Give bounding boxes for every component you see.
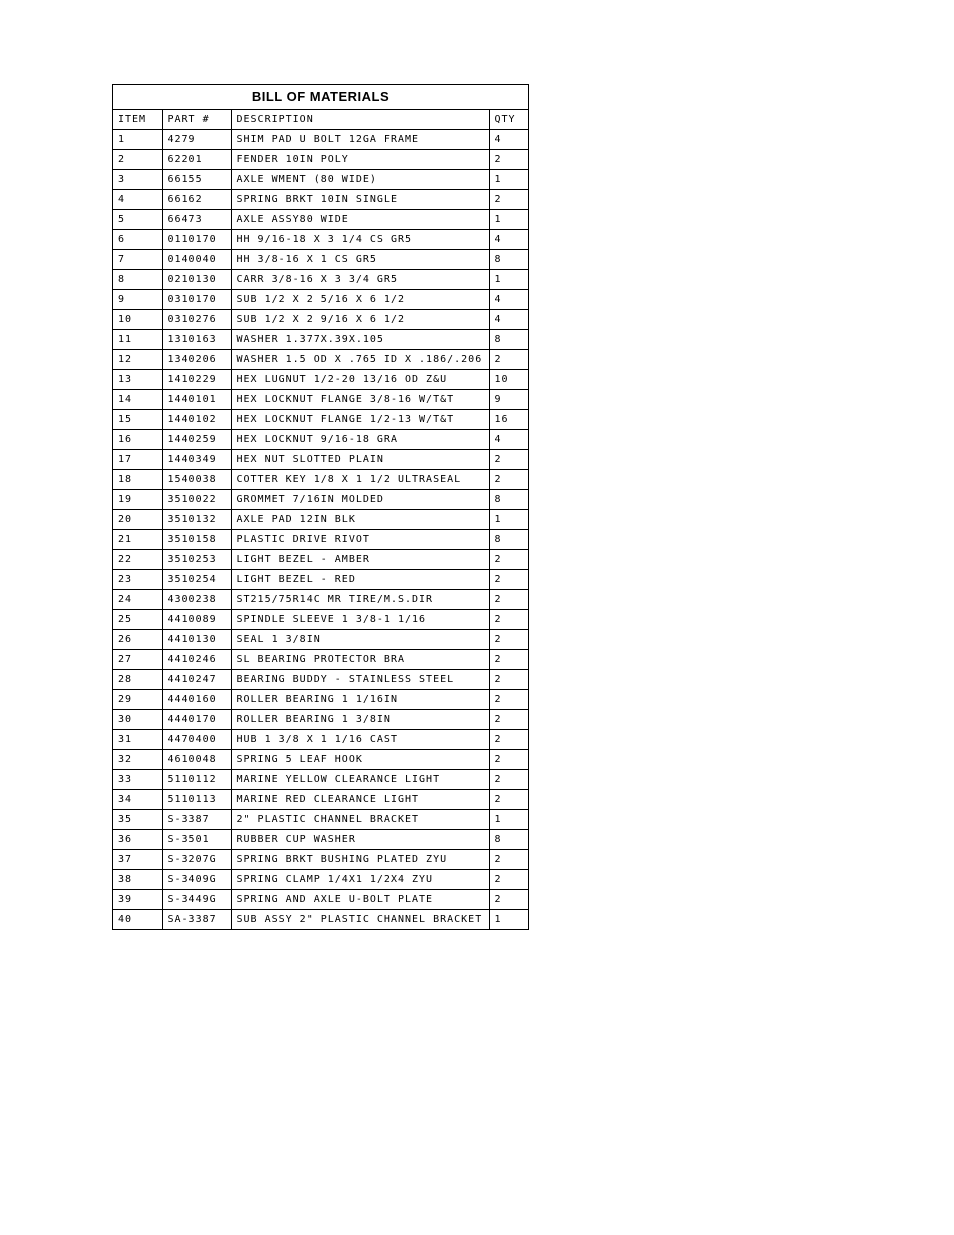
- cell-qty: 4: [489, 310, 528, 330]
- cell-description: MARINE RED CLEARANCE LIGHT: [231, 790, 489, 810]
- cell-item: 5: [113, 210, 162, 230]
- cell-item: 26: [113, 630, 162, 650]
- cell-item: 12: [113, 350, 162, 370]
- cell-part-number: 1410229: [162, 370, 231, 390]
- cell-qty: 2: [489, 850, 528, 870]
- cell-description: PLASTIC DRIVE RIVOT: [231, 530, 489, 550]
- cell-part-number: 5110113: [162, 790, 231, 810]
- cell-part-number: 4470400: [162, 730, 231, 750]
- cell-item: 14: [113, 390, 162, 410]
- cell-qty: 2: [489, 750, 528, 770]
- cell-description: SUB 1/2 X 2 9/16 X 6 1/2: [231, 310, 489, 330]
- table-row: [113, 710, 528, 730]
- cell-item: 13: [113, 370, 162, 390]
- header-row: [113, 110, 528, 130]
- cell-qty: 2: [489, 570, 528, 590]
- cell-part-number: SA-3387: [162, 910, 231, 930]
- cell-item: 33: [113, 770, 162, 790]
- cell-qty: 2: [489, 630, 528, 650]
- cell-part-number: 1340206: [162, 350, 231, 370]
- cell-item: 10: [113, 310, 162, 330]
- cell-item: 34: [113, 790, 162, 810]
- cell-part-number: 5110112: [162, 770, 231, 790]
- cell-description: SUB ASSY 2" PLASTIC CHANNEL BRACKET: [231, 910, 489, 930]
- cell-qty: 8: [489, 250, 528, 270]
- cell-qty: 2: [489, 670, 528, 690]
- cell-part-number: 3510132: [162, 510, 231, 530]
- cell-item: 6: [113, 230, 162, 250]
- table-row: [113, 230, 528, 250]
- cell-qty: 2: [489, 350, 528, 370]
- cell-description: 2" PLASTIC CHANNEL BRACKET: [231, 810, 489, 830]
- cell-part-number: 1440101: [162, 390, 231, 410]
- cell-part-number: 0110170: [162, 230, 231, 250]
- header-item: ITEM: [118, 114, 147, 125]
- table-row: [113, 870, 528, 890]
- cell-item: 31: [113, 730, 162, 750]
- cell-qty: 4: [489, 290, 528, 310]
- cell-description: ST215/75R14C MR TIRE/M.S.DIR: [231, 590, 489, 610]
- cell-description: COTTER KEY 1/8 X 1 1/2 ULTRASEAL: [231, 470, 489, 490]
- cell-qty: 9: [489, 390, 528, 410]
- cell-part-number: 3510254: [162, 570, 231, 590]
- cell-description: CARR 3/8-16 X 3 3/4 GR5: [231, 270, 489, 290]
- cell-description: SPRING 5 LEAF HOOK: [231, 750, 489, 770]
- cell-qty: 2: [489, 710, 528, 730]
- table-row: [113, 550, 528, 570]
- cell-description: SHIM PAD U BOLT 12GA FRAME: [231, 130, 489, 150]
- cell-qty: 1: [489, 270, 528, 290]
- cell-part-number: 0310170: [162, 290, 231, 310]
- table-row: [113, 210, 528, 230]
- cell-qty: 1: [489, 910, 528, 930]
- cell-description: HEX NUT SLOTTED PLAIN: [231, 450, 489, 470]
- table-row: [113, 630, 528, 650]
- table-row: [113, 530, 528, 550]
- table-row: [113, 330, 528, 350]
- cell-description: HH 3/8-16 X 1 CS GR5: [231, 250, 489, 270]
- cell-qty: 2: [489, 690, 528, 710]
- table-row: [113, 450, 528, 470]
- cell-part-number: S-3449G: [162, 890, 231, 910]
- cell-item: 21: [113, 530, 162, 550]
- cell-qty: 1: [489, 170, 528, 190]
- cell-item: 39: [113, 890, 162, 910]
- cell-part-number: 3510253: [162, 550, 231, 570]
- cell-part-number: 4410089: [162, 610, 231, 630]
- table-row: [113, 850, 528, 870]
- cell-description: HUB 1 3/8 X 1 1/16 CAST: [231, 730, 489, 750]
- cell-qty: 2: [489, 450, 528, 470]
- cell-description: HEX LOCKNUT FLANGE 3/8-16 W/T&T: [231, 390, 489, 410]
- table-row: [113, 590, 528, 610]
- cell-description: SPRING CLAMP 1/4X1 1/2X4 ZYU: [231, 870, 489, 890]
- cell-item: 17: [113, 450, 162, 470]
- cell-part-number: 66473: [162, 210, 231, 230]
- cell-qty: 2: [489, 590, 528, 610]
- table-row: [113, 470, 528, 490]
- cell-description: WASHER 1.5 OD X .765 ID X .186/.206: [231, 350, 489, 370]
- table-row: [113, 190, 528, 210]
- table-row: [113, 490, 528, 510]
- cell-part-number: 1440102: [162, 410, 231, 430]
- cell-qty: 1: [489, 810, 528, 830]
- cell-qty: 1: [489, 210, 528, 230]
- table-row: [113, 290, 528, 310]
- table-row: [113, 250, 528, 270]
- cell-qty: 2: [489, 190, 528, 210]
- cell-qty: 4: [489, 130, 528, 150]
- table-row: [113, 910, 528, 930]
- cell-item: 24: [113, 590, 162, 610]
- cell-part-number: 66162: [162, 190, 231, 210]
- cell-item: 18: [113, 470, 162, 490]
- cell-description: AXLE ASSY80 WIDE: [231, 210, 489, 230]
- cell-qty: 2: [489, 730, 528, 750]
- cell-item: 9: [113, 290, 162, 310]
- cell-description: AXLE PAD 12IN BLK: [231, 510, 489, 530]
- cell-qty: 10: [489, 370, 528, 390]
- bom-grid: [113, 110, 528, 929]
- table-row: [113, 150, 528, 170]
- cell-qty: 8: [489, 490, 528, 510]
- cell-description: ROLLER BEARING 1 3/8IN: [231, 710, 489, 730]
- cell-item: 8: [113, 270, 162, 290]
- table-row: [113, 670, 528, 690]
- cell-part-number: S-3501: [162, 830, 231, 850]
- cell-description: FENDER 10IN POLY: [231, 150, 489, 170]
- cell-description: LIGHT BEZEL - RED: [231, 570, 489, 590]
- table-row: [113, 690, 528, 710]
- cell-description: AXLE WMENT (80 WIDE): [231, 170, 489, 190]
- cell-part-number: S-3387: [162, 810, 231, 830]
- cell-part-number: 66155: [162, 170, 231, 190]
- cell-description: ROLLER BEARING 1 1/16IN: [231, 690, 489, 710]
- cell-qty: 8: [489, 830, 528, 850]
- cell-qty: 1: [489, 510, 528, 530]
- cell-description: SL BEARING PROTECTOR BRA: [231, 650, 489, 670]
- cell-description: GROMMET 7/16IN MOLDED: [231, 490, 489, 510]
- table-row: [113, 570, 528, 590]
- cell-description: HEX LOCKNUT FLANGE 1/2-13 W/T&T: [231, 410, 489, 430]
- cell-description: SPINDLE SLEEVE 1 3/8-1 1/16: [231, 610, 489, 630]
- cell-part-number: 62201: [162, 150, 231, 170]
- cell-description: LIGHT BEZEL - AMBER: [231, 550, 489, 570]
- cell-part-number: 4440160: [162, 690, 231, 710]
- cell-item: 4: [113, 190, 162, 210]
- cell-item: 3: [113, 170, 162, 190]
- table-row: [113, 370, 528, 390]
- cell-qty: 2: [489, 770, 528, 790]
- cell-description: HH 9/16-18 X 3 1/4 CS GR5: [231, 230, 489, 250]
- table-row: [113, 430, 528, 450]
- cell-part-number: 4440170: [162, 710, 231, 730]
- table-row: [113, 610, 528, 630]
- table-row: [113, 130, 528, 150]
- cell-item: 22: [113, 550, 162, 570]
- cell-item: 15: [113, 410, 162, 430]
- cell-item: 40: [113, 910, 162, 930]
- cell-item: 37: [113, 850, 162, 870]
- cell-description: BEARING BUDDY - STAINLESS STEEL: [231, 670, 489, 690]
- header-qty: QTY: [489, 110, 528, 130]
- cell-part-number: 1440349: [162, 450, 231, 470]
- cell-item: 11: [113, 330, 162, 350]
- table-row: [113, 810, 528, 830]
- cell-item: 29: [113, 690, 162, 710]
- cell-item: 7: [113, 250, 162, 270]
- cell-qty: 2: [489, 610, 528, 630]
- cell-description: RUBBER CUP WASHER: [231, 830, 489, 850]
- cell-part-number: 4610048: [162, 750, 231, 770]
- cell-item: 19: [113, 490, 162, 510]
- cell-qty: 4: [489, 230, 528, 250]
- bill-of-materials-table: [112, 84, 529, 930]
- table-row: [113, 650, 528, 670]
- cell-description: HEX LOCKNUT 9/16-18 GRA: [231, 430, 489, 450]
- cell-description: SEAL 1 3/8IN: [231, 630, 489, 650]
- table-row: [113, 170, 528, 190]
- cell-part-number: S-3207G: [162, 850, 231, 870]
- cell-qty: 16: [489, 410, 528, 430]
- table-row: [113, 770, 528, 790]
- cell-item: 35: [113, 810, 162, 830]
- table-row: [113, 390, 528, 410]
- table-title: BILL OF MATERIALS: [113, 85, 528, 110]
- cell-qty: 8: [489, 330, 528, 350]
- cell-part-number: 4279: [162, 130, 231, 150]
- cell-item: 30: [113, 710, 162, 730]
- cell-part-number: S-3409G: [162, 870, 231, 890]
- table-row: [113, 350, 528, 370]
- cell-part-number: 0140040: [162, 250, 231, 270]
- cell-description: SPRING BRKT BUSHING PLATED ZYU: [231, 850, 489, 870]
- cell-description: MARINE YELLOW CLEARANCE LIGHT: [231, 770, 489, 790]
- cell-description: SUB 1/2 X 2 5/16 X 6 1/2: [231, 290, 489, 310]
- table-row: [113, 830, 528, 850]
- cell-item: 38: [113, 870, 162, 890]
- cell-item: 25: [113, 610, 162, 630]
- cell-item: 16: [113, 430, 162, 450]
- cell-qty: 2: [489, 470, 528, 490]
- table-row: [113, 410, 528, 430]
- cell-qty: 2: [489, 150, 528, 170]
- cell-item: 32: [113, 750, 162, 770]
- cell-item: 28: [113, 670, 162, 690]
- cell-item: 20: [113, 510, 162, 530]
- cell-description: SPRING BRKT 10IN SINGLE: [231, 190, 489, 210]
- cell-part-number: 4410247: [162, 670, 231, 690]
- cell-item: 1: [113, 130, 162, 150]
- cell-qty: 2: [489, 890, 528, 910]
- cell-part-number: 1310163: [162, 330, 231, 350]
- table-row: [113, 270, 528, 290]
- cell-part-number: 0310276: [162, 310, 231, 330]
- table-row: [113, 310, 528, 330]
- cell-qty: 8: [489, 530, 528, 550]
- cell-qty: 2: [489, 550, 528, 570]
- cell-part-number: 0210130: [162, 270, 231, 290]
- table-row: [113, 750, 528, 770]
- header-part: PART #: [162, 110, 231, 130]
- cell-description: SPRING AND AXLE U-BOLT PLATE: [231, 890, 489, 910]
- cell-part-number: 4410246: [162, 650, 231, 670]
- table-row: [113, 890, 528, 910]
- cell-qty: 2: [489, 650, 528, 670]
- header-description: DESCRIPTION: [231, 110, 489, 130]
- cell-part-number: 3510158: [162, 530, 231, 550]
- cell-qty: 4: [489, 430, 528, 450]
- cell-part-number: 1440259: [162, 430, 231, 450]
- cell-qty: 2: [489, 790, 528, 810]
- cell-item: 23: [113, 570, 162, 590]
- cell-part-number: 1540038: [162, 470, 231, 490]
- cell-item: 27: [113, 650, 162, 670]
- bom-body: [113, 110, 528, 929]
- cell-part-number: 4300238: [162, 590, 231, 610]
- cell-qty: 2: [489, 870, 528, 890]
- table-row: [113, 790, 528, 810]
- table-row: [113, 510, 528, 530]
- cell-description: WASHER 1.377X.39X.105: [231, 330, 489, 350]
- cell-part-number: 4410130: [162, 630, 231, 650]
- cell-item: 2: [113, 150, 162, 170]
- cell-description: HEX LUGNUT 1/2-20 13/16 OD Z&U: [231, 370, 489, 390]
- cell-item: 36: [113, 830, 162, 850]
- cell-part-number: 3510022: [162, 490, 231, 510]
- table-row: [113, 730, 528, 750]
